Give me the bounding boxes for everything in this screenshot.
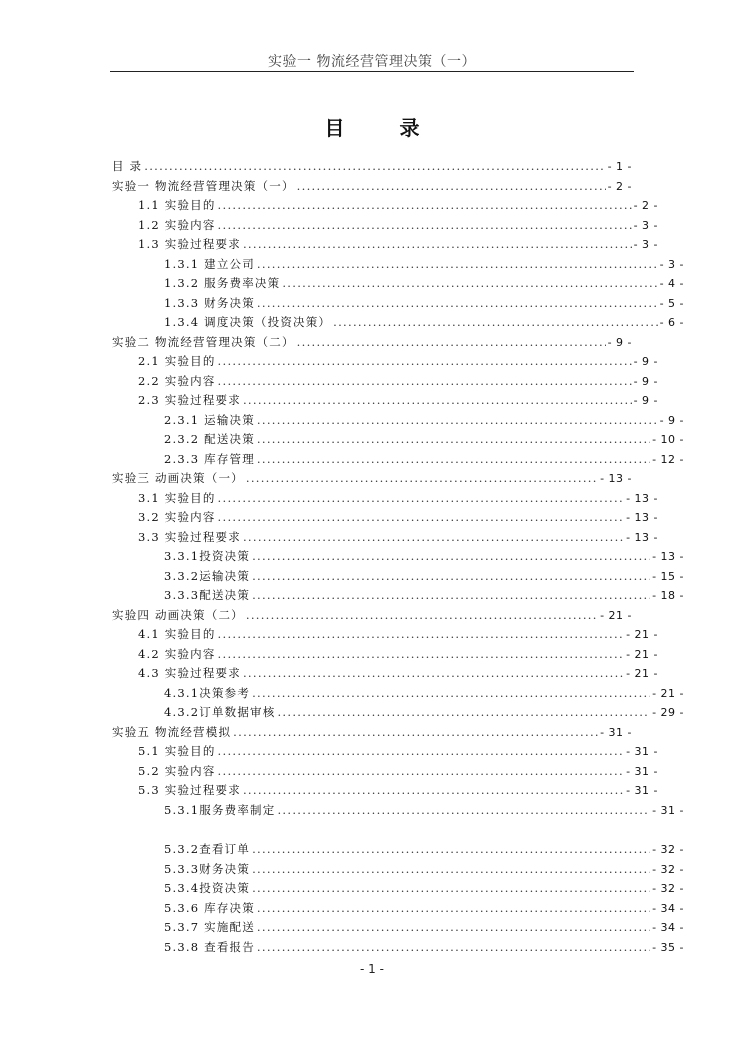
toc-entry-page: - 13 -	[600, 472, 632, 485]
toc-dot-leader	[243, 391, 632, 410]
footer-page-number: - 1 -	[360, 962, 384, 976]
toc-dot-leader	[243, 235, 632, 254]
toc-entry[interactable]	[112, 391, 658, 410]
toc-dot-leader	[218, 508, 625, 527]
toc-entry-label: 5.3 实验过程要求	[138, 783, 241, 797]
toc-entry[interactable]	[112, 274, 684, 293]
toc-entry-label: 1.3.1 建立公司	[164, 256, 255, 271]
toc-entry-page: - 13 -	[652, 550, 684, 563]
toc-entry-page: - 9 -	[633, 374, 658, 388]
toc-entry[interactable]	[112, 489, 658, 508]
toc-entry-page: - 1 -	[607, 160, 632, 173]
toc-entry-page: - 4 -	[659, 277, 684, 290]
toc-entry[interactable]	[112, 196, 658, 215]
toc-entry[interactable]	[112, 703, 684, 722]
toc-entry-label: 5.3.2查看订单	[164, 842, 251, 856]
toc-entry[interactable]	[112, 313, 684, 332]
toc-entry[interactable]	[112, 860, 684, 879]
toc-entry-page: - 13 -	[626, 530, 658, 544]
toc-dot-leader	[246, 606, 598, 625]
toc-entry-label: 实验二 物流经营管理决策（二）	[112, 334, 295, 349]
toc-entry[interactable]	[112, 840, 684, 859]
toc-dot-leader	[252, 879, 650, 898]
toc-entry-page: - 21 -	[652, 686, 684, 700]
running-header: 实验一 物流经营管理决策（一）	[268, 54, 476, 70]
toc-entry-page: - 31 -	[626, 764, 658, 778]
toc-dot-leader	[218, 489, 625, 508]
toc-entry-label: 2.3 实验过程要求	[138, 393, 241, 407]
toc-entry-label: 目 录	[112, 159, 143, 173]
toc-entry[interactable]	[112, 294, 684, 313]
toc-entry-label: 5.3.7 实施配送	[164, 920, 255, 934]
toc-entry[interactable]	[112, 781, 658, 800]
toc-dot-leader	[257, 255, 658, 274]
toc-entry-page: - 2 -	[607, 179, 632, 193]
toc-entry-page: - 2 -	[633, 199, 658, 212]
toc-entry-page: - 18 -	[652, 589, 684, 602]
toc-entry-label: 3.3 实验过程要求	[138, 529, 241, 544]
toc-dot-leader	[257, 899, 650, 918]
toc-dot-leader	[218, 625, 625, 644]
toc-entry[interactable]	[112, 430, 684, 449]
toc-dot-leader	[257, 430, 650, 449]
toc-entry[interactable]	[112, 742, 658, 761]
toc-entry-label: 2.3.1 运输决策	[164, 412, 255, 427]
header-rule	[110, 71, 634, 72]
toc-dot-leader	[277, 801, 650, 820]
toc-entry-label: 4.3.2订单数据审核	[164, 705, 276, 719]
toc-entry[interactable]	[112, 664, 658, 683]
toc-entry[interactable]	[112, 547, 684, 566]
toc-entry-label: 4.3.1决策参考	[164, 685, 251, 700]
toc-entry-label: 2.3.3 库存管理	[164, 451, 255, 466]
toc-entry-label: 5.3.3财务决策	[164, 861, 251, 876]
toc-entry-page: - 29 -	[652, 706, 684, 719]
toc-dot-leader	[144, 157, 605, 176]
toc-dot-leader	[218, 196, 632, 215]
toc-dot-leader	[243, 528, 624, 547]
toc-dot-leader	[257, 411, 658, 430]
toc-entry-label: 4.1 实验目的	[138, 627, 216, 641]
toc-entry[interactable]	[112, 216, 658, 235]
toc-entry[interactable]	[112, 938, 684, 957]
toc-entry[interactable]	[112, 469, 632, 488]
toc-entry-page: - 35 -	[652, 940, 684, 954]
toc-entry-label: 实验三 动画决策（一）	[112, 471, 244, 485]
toc-entry-label: 3.3.3配送决策	[164, 588, 251, 602]
toc-entry-label: 5.3.4投资决策	[164, 881, 251, 895]
toc-entry-page: - 21 -	[626, 667, 658, 680]
toc-entry[interactable]	[112, 918, 684, 937]
toc-entry[interactable]	[112, 625, 658, 644]
toc-entry-label: 1.3 实验过程要求	[138, 237, 241, 251]
toc-dot-leader	[233, 723, 598, 742]
toc-entry[interactable]	[112, 723, 632, 742]
toc-dot-leader	[218, 645, 625, 664]
toc-dot-leader	[252, 684, 650, 703]
toc-entry[interactable]	[112, 586, 684, 605]
toc-entry[interactable]	[112, 372, 658, 391]
toc-dot-leader	[218, 352, 632, 371]
toc-entry[interactable]	[112, 762, 658, 781]
toc-entry-page: - 13 -	[626, 511, 658, 524]
toc-entry-page: - 31 -	[626, 745, 658, 758]
toc-entry[interactable]	[112, 450, 684, 469]
toc-entry-page: - 32 -	[652, 862, 684, 876]
toc-entry[interactable]	[112, 645, 658, 664]
toc-dot-leader	[246, 469, 598, 488]
toc-entry-page: - 3 -	[633, 218, 658, 232]
toc-entry-page: - 3 -	[633, 238, 658, 251]
toc-entry[interactable]	[112, 567, 684, 586]
toc-entry[interactable]	[112, 528, 658, 547]
toc-entry[interactable]	[112, 801, 684, 820]
toc-dot-leader	[218, 216, 632, 235]
toc-entry-page: - 32 -	[652, 843, 684, 856]
toc-entry-page: - 5 -	[659, 296, 684, 310]
toc-entry-page: - 10 -	[652, 433, 684, 446]
toc-dot-leader	[252, 586, 650, 605]
toc-entry-page: - 34 -	[652, 921, 684, 934]
toc-dot-leader	[252, 840, 650, 859]
toc-title: 目 录	[324, 116, 444, 140]
toc-entry[interactable]	[112, 177, 632, 196]
toc-entry-label: 1.3.2 服务费率决策	[164, 276, 281, 290]
toc-entry-label: 5.2 实验内容	[138, 763, 216, 778]
toc-entry-page: - 15 -	[652, 569, 684, 583]
toc-entry[interactable]	[112, 352, 658, 371]
toc-entry-page: - 32 -	[652, 882, 684, 895]
toc-dot-leader	[277, 703, 650, 722]
toc-entry[interactable]	[112, 684, 684, 703]
toc-entry-label: 3.2 实验内容	[138, 510, 216, 524]
toc-entry-page: - 34 -	[652, 901, 684, 915]
toc-entry-label: 3.3.1投资决策	[164, 549, 251, 563]
toc-entry[interactable]	[112, 333, 632, 352]
toc-entry-page: - 9 -	[607, 335, 632, 349]
toc-dot-leader	[252, 547, 650, 566]
toc-dot-leader	[257, 450, 650, 469]
toc-entry-page: - 9 -	[659, 413, 684, 427]
toc-entry[interactable]	[112, 255, 684, 274]
toc-entry-page: - 21 -	[626, 647, 658, 661]
toc-entry-label: 1.1 实验目的	[138, 198, 216, 212]
toc-dot-leader	[257, 294, 658, 313]
toc-entry-page: - 21 -	[626, 628, 658, 641]
toc-dot-leader	[257, 938, 650, 957]
toc-entry-label: 实验一 物流经营管理决策（一）	[112, 178, 295, 193]
toc-entry-page: - 3 -	[659, 257, 684, 271]
toc-dot-leader	[243, 781, 624, 800]
toc-entry-page: - 31 -	[652, 803, 684, 817]
toc-entry[interactable]	[112, 899, 684, 918]
toc-entry-label: 3.3.2运输决策	[164, 568, 251, 583]
toc-entry-page: - 9 -	[633, 394, 658, 407]
toc-dot-leader	[297, 177, 606, 196]
toc-entry-label: 5.3.8 查看报告	[164, 939, 255, 954]
toc-entry-label: 2.2 实验内容	[138, 373, 216, 388]
toc-dot-leader	[282, 274, 657, 293]
toc-dot-leader	[243, 664, 624, 683]
toc-entry-page: - 21 -	[600, 608, 632, 622]
toc-entry[interactable]	[112, 235, 658, 254]
toc-dot-leader	[218, 762, 625, 781]
toc-entry-label: 2.1 实验目的	[138, 354, 216, 368]
toc-entry-label: 1.3.3 财务决策	[164, 295, 255, 310]
toc-entry-label: 3.1 实验目的	[138, 490, 216, 505]
toc-dot-leader	[218, 742, 625, 761]
toc-dot-leader	[252, 567, 650, 586]
toc-entry-label: 5.1 实验目的	[138, 744, 216, 758]
toc-entry[interactable]	[112, 879, 684, 898]
toc-entry-label: 5.3.6 库存决策	[164, 900, 255, 915]
toc-dot-leader	[257, 918, 650, 937]
toc-entry-label: 5.3.1服务费率制定	[164, 802, 276, 817]
toc-entry-page: - 9 -	[633, 355, 658, 368]
toc-entry-page: - 12 -	[652, 452, 684, 466]
toc-entry-label: 实验五 物流经营模拟	[112, 724, 232, 739]
toc-entry[interactable]	[112, 157, 632, 176]
toc-entry[interactable]	[112, 606, 632, 625]
toc-entry-label: 4.3 实验过程要求	[138, 666, 241, 680]
toc-entry-page: - 6 -	[659, 316, 684, 329]
toc-entry-label: 4.2 实验内容	[138, 646, 216, 661]
toc-entry-label: 实验四 动画决策（二）	[112, 607, 244, 622]
toc-entry-label: 1.3.4 调度决策（投资决策）	[164, 315, 332, 329]
toc-dot-leader	[297, 333, 606, 352]
toc-entry-page: - 31 -	[600, 725, 632, 739]
toc-entry-page: - 31 -	[626, 784, 658, 797]
toc-entry-label: 2.3.2 配送决策	[164, 432, 255, 446]
toc-entry[interactable]	[112, 508, 658, 527]
toc-dot-leader	[252, 860, 650, 879]
toc-entry-page: - 13 -	[626, 491, 658, 505]
toc-dot-leader	[333, 313, 657, 332]
toc-entry-label: 1.2 实验内容	[138, 217, 216, 232]
toc-entry[interactable]	[112, 411, 684, 430]
toc-dot-leader	[218, 372, 632, 391]
